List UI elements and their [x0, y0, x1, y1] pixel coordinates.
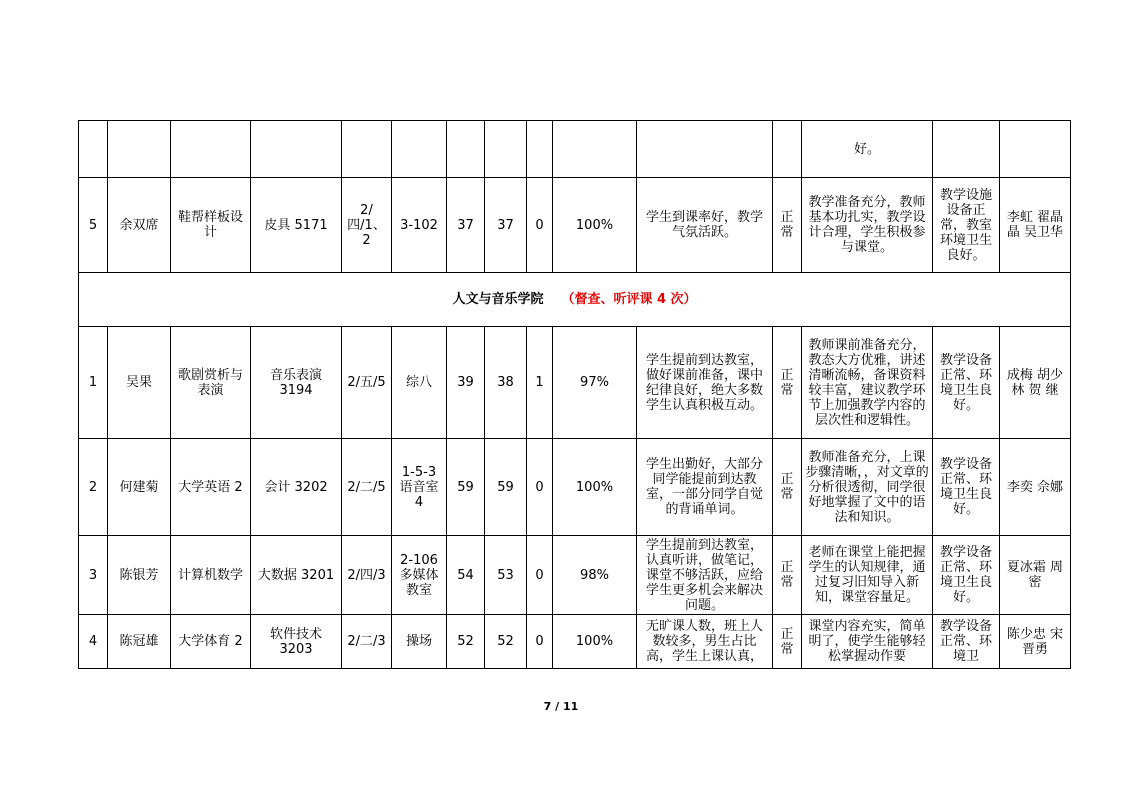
- cell-inspectors: 李奕 佘娜: [1000, 439, 1071, 536]
- cell-teacher: 陈银芳: [108, 536, 171, 615]
- cell-no: [79, 121, 108, 178]
- cell-class: 音乐表演 3194: [251, 327, 342, 439]
- cell-time: 2/四/3: [342, 536, 392, 615]
- cell-time: 2/五/5: [342, 327, 392, 439]
- cell-room: 2-106 多媒体教室: [392, 536, 447, 615]
- cell-present: 38: [485, 327, 527, 439]
- cell-student-status: [637, 121, 773, 178]
- cell-student-status: 学生出勤好，大部分同学能提前到达教室，一部分同学自觉的背诵单词。: [637, 439, 773, 536]
- cell-room: 操场: [392, 615, 447, 669]
- cell-rate: [553, 121, 637, 178]
- cell-enrolled: 37: [447, 178, 485, 273]
- cell-absent: 0: [527, 536, 553, 615]
- cell-course: [171, 121, 251, 178]
- cell-absent: 0: [527, 178, 553, 273]
- cell-facility: 教学设备正常、环境卫生良好。: [933, 536, 1000, 615]
- cell-rate: 100%: [553, 178, 637, 273]
- table-row: [79, 536, 1071, 615]
- cell-rate: 100%: [553, 615, 637, 669]
- cell-absent: 0: [527, 439, 553, 536]
- cell-inspectors: 夏冰霜 周密: [1000, 536, 1071, 615]
- cell-no: 1: [79, 327, 108, 439]
- cell-teacher: 何建菊: [108, 439, 171, 536]
- cell-rate: 100%: [553, 439, 637, 536]
- cell-teaching: 教师准备充分，上课步骤清晰，，对文章的分析很透彻，同学很好地掌握了文中的语法和知识。: [802, 439, 933, 536]
- cell-rate: 98%: [553, 536, 637, 615]
- cell-rate: 97%: [553, 327, 637, 439]
- cell-no: 4: [79, 615, 108, 669]
- cell-no: 5: [79, 178, 108, 273]
- cell-teaching: 教学准备充分，教师基本功扎实，教学设计合理，学生积极参与课堂。: [802, 178, 933, 273]
- cell-inspectors: 李虹 翟晶晶 吴卫华: [1000, 178, 1071, 273]
- cell-enrolled: 54: [447, 536, 485, 615]
- cell-time: 2/四/1、2: [342, 178, 392, 273]
- cell-facility: [933, 121, 1000, 178]
- cell-absent: 0: [527, 615, 553, 669]
- inspection-table: [78, 120, 1071, 669]
- cell-facility: 教学设备正常、环境卫生良好。: [933, 439, 1000, 536]
- cell-order: [773, 121, 802, 178]
- cell-teacher: 陈冠雄: [108, 615, 171, 669]
- cell-course: 鞋帮样板设计: [171, 178, 251, 273]
- section-row: [79, 273, 1071, 327]
- cell-teacher: 吴果: [108, 327, 171, 439]
- cell-teaching: 老师在课堂上能把握学生的认知规律，通过复习旧知导入新知，课堂容量足。: [802, 536, 933, 615]
- cell-teacher: 余双席: [108, 178, 171, 273]
- cell-time: 2/二/3: [342, 615, 392, 669]
- cell-enrolled: 59: [447, 439, 485, 536]
- cell-present: [485, 121, 527, 178]
- cell-teaching: 好。: [802, 121, 933, 178]
- cell-facility: 教学设备正常、环境卫生良好。: [933, 327, 1000, 439]
- table-row: [79, 327, 1071, 439]
- cell-course: 歌剧赏析与表演: [171, 327, 251, 439]
- cell-absent: [527, 121, 553, 178]
- cell-class: 皮具 5171: [251, 178, 342, 273]
- cell-present: 37: [485, 178, 527, 273]
- cell-facility: 教学设备正常、环境卫: [933, 615, 1000, 669]
- cell-room: [392, 121, 447, 178]
- cell-facility: 教学设施设备正常，教室环境卫生良好。: [933, 178, 1000, 273]
- cell-inspectors: [1000, 121, 1071, 178]
- cell-student-status: 学生到课率好，教学气氛活跃。: [637, 178, 773, 273]
- table-row: [79, 615, 1071, 669]
- cell-course: 大学英语 2: [171, 439, 251, 536]
- cell-present: 53: [485, 536, 527, 615]
- cell-order: 正常: [773, 327, 802, 439]
- cell-room: 综八: [392, 327, 447, 439]
- cell-class: [251, 121, 342, 178]
- cell-enrolled: 52: [447, 615, 485, 669]
- page-number: 7 / 11: [543, 700, 579, 713]
- cell-inspectors: 成梅 胡少林 贺 继: [1000, 327, 1071, 439]
- cell-student-status: 学生提前到达教室，认真听讲，做笔记，课堂不够活跃，应给学生更多机会来解决问题。: [637, 536, 773, 615]
- table-row: [79, 178, 1071, 273]
- cell-room: 3-102: [392, 178, 447, 273]
- cell-enrolled: [447, 121, 485, 178]
- cell-order: 正常: [773, 439, 802, 536]
- cell-teacher: [108, 121, 171, 178]
- table-row-partial: [79, 121, 1071, 178]
- cell-student-status: 学生提前到达教室，做好课前准备，课中纪律良好，绝大多数学生认真积极互动。: [637, 327, 773, 439]
- section-title: 人文与音乐学院: [452, 292, 544, 307]
- cell-teaching: 教师课前准备充分，教态大方优雅，讲述清晰流畅，备课资料较丰富，建议教学环节上加强教学内容的层次性和逻辑性。: [802, 327, 933, 439]
- cell-present: 52: [485, 615, 527, 669]
- cell-course: 大学体育 2: [171, 615, 251, 669]
- cell-enrolled: 39: [447, 327, 485, 439]
- cell-present: 59: [485, 439, 527, 536]
- cell-class: 会计 3202: [251, 439, 342, 536]
- section-heading: [79, 273, 1071, 327]
- cell-class: 大数据 3201: [251, 536, 342, 615]
- cell-order: 正常: [773, 615, 802, 669]
- cell-inspectors: 陈少忠 宋晋勇: [1000, 615, 1071, 669]
- cell-absent: 1: [527, 327, 553, 439]
- cell-no: 2: [79, 439, 108, 536]
- cell-teaching: 课堂内容充实，简单明了，使学生能够轻松掌握动作要: [802, 615, 933, 669]
- cell-order: 正常: [773, 178, 802, 273]
- cell-student-status: 无旷课人数，班上人数较多，男生占比高，学生上课认真，: [637, 615, 773, 669]
- cell-order: 正常: [773, 536, 802, 615]
- cell-time: 2/二/5: [342, 439, 392, 536]
- cell-no: 3: [79, 536, 108, 615]
- cell-time: [342, 121, 392, 178]
- section-note: （督查、听评课 4 次）: [561, 292, 697, 307]
- cell-class: 软件技术 3203: [251, 615, 342, 669]
- table-row: [79, 439, 1071, 536]
- cell-course: 计算机数学: [171, 536, 251, 615]
- cell-room: 1-5-3 语音室 4: [392, 439, 447, 536]
